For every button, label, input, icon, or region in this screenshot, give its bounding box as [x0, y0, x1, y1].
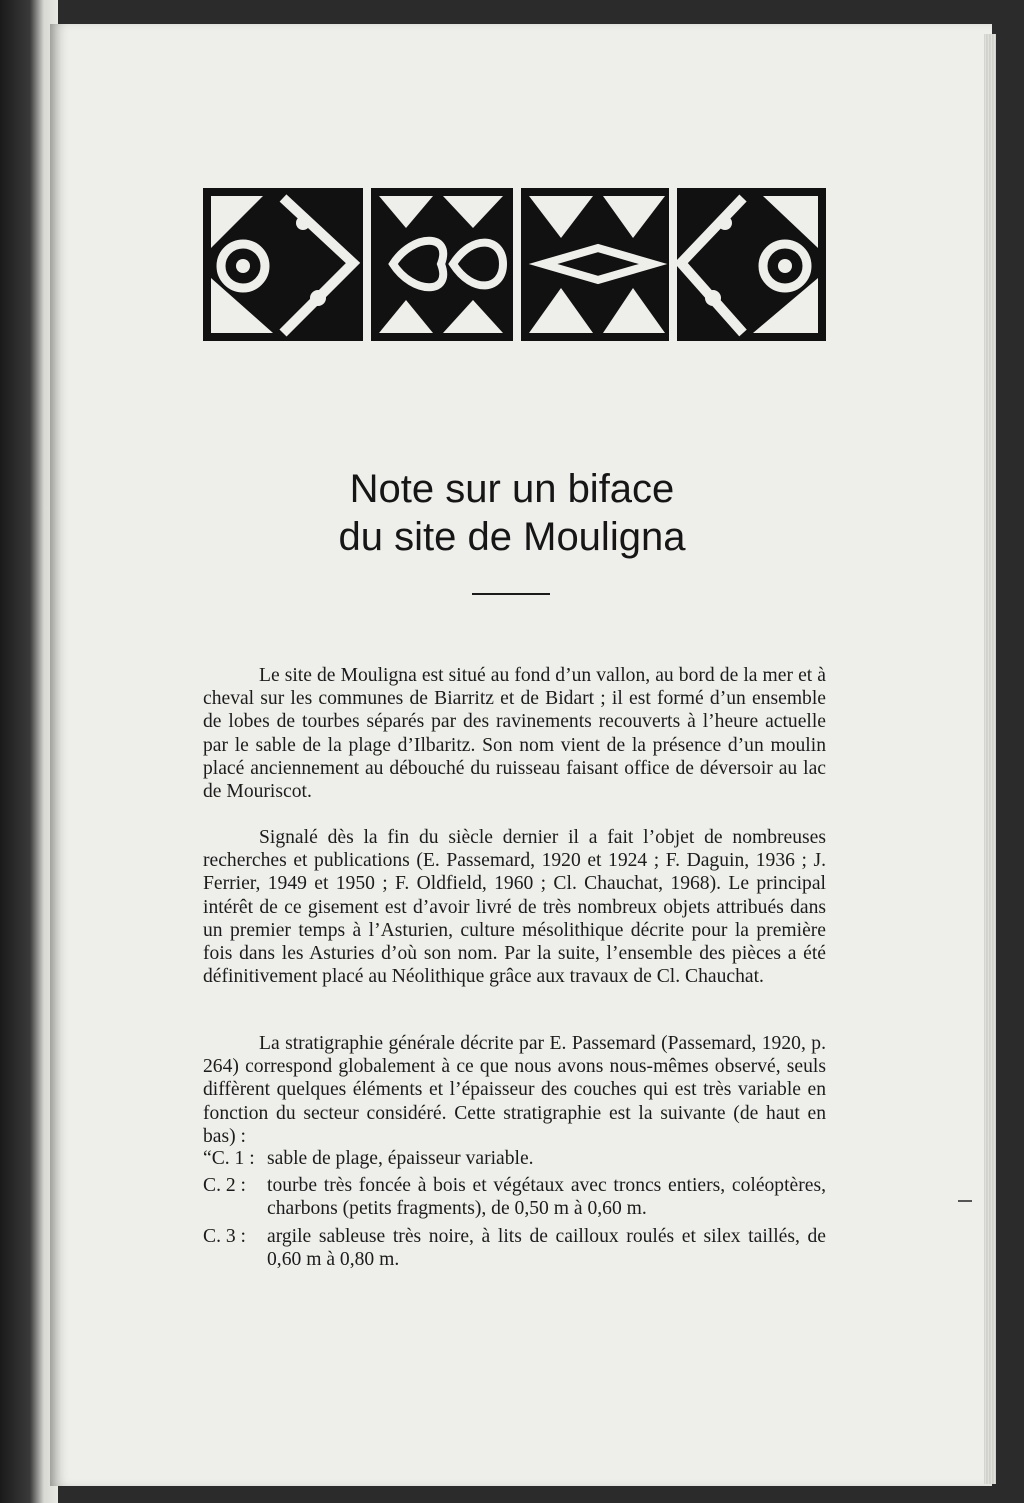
layer-label: C. 2 : [203, 1175, 247, 1196]
paragraph-3: La stratigraphie générale décrite par E. Passemard (Passemard, 1920, p. 264) correspond globalement à ce que nous avons nous-mêmes observé, seuls diffèrent quelques éléments et l’épaisseur des couches qui est très variable en fonction du secteur considéré. Cette stratigraphie est la suivante (de haut en bas) : [203, 1033, 826, 1147]
layer-description: tourbe très foncée à bois et végétaux avec troncs entiers, coléoptères, charbons (petits fragments), de 0,50 m à 0,60 m. [267, 1175, 826, 1220]
margin-mark [958, 1200, 972, 1202]
layer-description: sable de plage, épaisseur variable. [267, 1148, 534, 1169]
title-divider [472, 593, 550, 595]
layer-label: “C. 1 : [203, 1148, 255, 1169]
page-stack-edge [984, 34, 996, 1484]
paragraph-1: Le site de Mouligna est situé au fond d’un vallon, au bord de la mer et à cheval sur les communes de Biarritz et de Bidart ; il est formé d’un ensemble de lobes de tourbes séparés par des ravinements recouverts à l’heure actuelle par le sable de la plage d’Ilbaritz. Son nom vient de la présence d’un moulin placé anciennement au débouché du ruisseau faisant office de déversoir au lac de Mouriscot. [203, 665, 826, 803]
stratigraphy-item [203, 1174, 826, 1220]
article-title-line-1: Note sur un biface [349, 467, 675, 511]
layer-description: argile sableuse très noire, à lits de cailloux roulés et silex taillés, de 0,60 m à 0,80 m. [267, 1226, 826, 1271]
layer-label: C. 3 : [203, 1226, 247, 1247]
paragraph-2: Signalé dès la fin du siècle dernier il a fait l’objet de nombreuses recherches et publications (E. Passemard, 1920 et 1924 ; F. Daguin, 1936 ; J. Ferrier, 1949 et 1950 ; F. Oldfield, 1960 ; Cl. Chauchat, 1968). Le principal intérêt de ce gisement est d’avoir livré de très nombreux objets attribués dans un premier temps à l’Asturien, culture mésolithique décrite pour la première fois dans les Asturies d’où son nom. Par la suite, l’ensemble des pièces a été définitivement placé au Néolithique grâce aux travaux de Cl. Chauchat. [203, 827, 826, 988]
article-title-line-2: du site de Mouligna [338, 515, 686, 559]
decorative-frieze [203, 188, 826, 341]
stratigraphy-item [203, 1147, 826, 1170]
stratigraphy-item [203, 1225, 826, 1271]
